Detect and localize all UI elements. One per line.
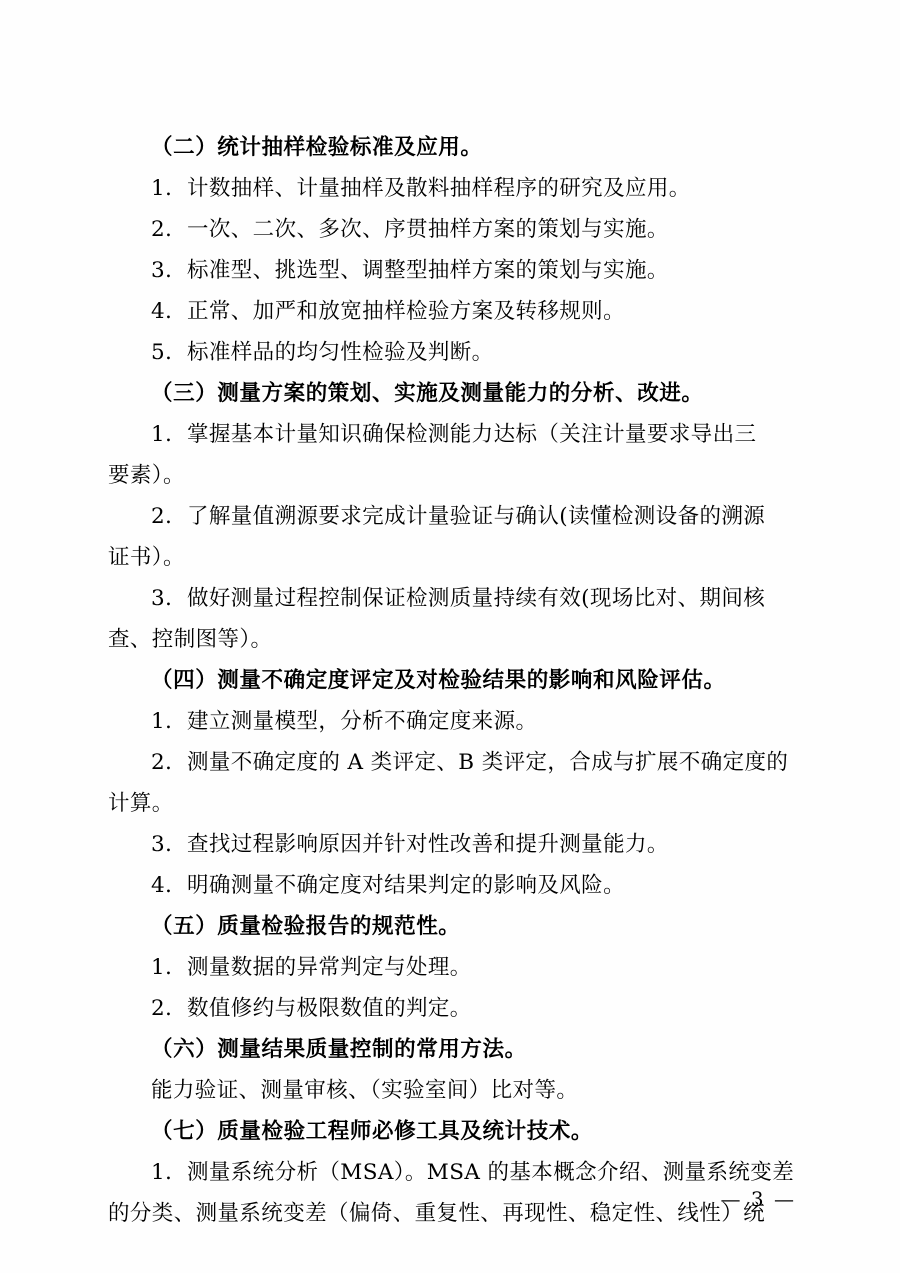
section-heading: （四）测量不确定度评定及对检验结果的影响和风险评估。 bbox=[151, 668, 726, 693]
list-item: 1．测量数据的异常判定与处理。 bbox=[151, 955, 472, 980]
list-item: 3．标准型、挑选型、调整型抽样方案的策划与实施。 bbox=[151, 258, 669, 283]
list-item: 3．查找过程影响原因并针对性改善和提升测量能力。 bbox=[151, 832, 669, 857]
page-number: — 3 — bbox=[720, 1187, 796, 1211]
list-item: 5．标准样品的均匀性检验及判断。 bbox=[151, 340, 494, 365]
section-heading: （七）质量检验工程师必修工具及统计技术。 bbox=[151, 1119, 594, 1144]
section-heading: （六）测量结果质量控制的常用方法。 bbox=[151, 1037, 527, 1062]
list-item-continuation: 证书）。 bbox=[108, 545, 185, 570]
list-item: 1．计数抽样、计量抽样及散料抽样程序的研究及应用。 bbox=[151, 176, 691, 201]
list-item: 4．明确测量不确定度对结果判定的影响及风险。 bbox=[151, 873, 625, 898]
list-item: 2．数值修约与极限数值的判定。 bbox=[151, 996, 472, 1021]
list-item-continuation: 计算。 bbox=[108, 791, 174, 816]
list-item-continuation: 要素）。 bbox=[108, 463, 185, 488]
list-item: 2．了解量值溯源要求完成计量验证与确认(读懂检测设备的溯源 bbox=[151, 504, 766, 529]
list-item-continuation: 的分类、测量系统变差（偏倚、重复性、再现性、稳定性、线性）统 bbox=[108, 1201, 766, 1226]
list-item: 4．正常、加严和放宽抽样检验方案及转移规则。 bbox=[151, 299, 625, 324]
list-item: 能力验证、测量审核、（实验室间）比对等。 bbox=[151, 1078, 579, 1103]
list-item: 3．做好测量过程控制保证检测质量持续有效(现场比对、期间核 bbox=[151, 586, 766, 611]
document-body bbox=[108, 128, 796, 1235]
list-item: 1．掌握基本计量知识确保检测能力达标（关注计量要求导出三 bbox=[151, 422, 757, 447]
list-item: 2．一次、二次、多次、序贯抽样方案的策划与实施。 bbox=[151, 217, 669, 242]
list-item: 1．测量系统分析（MSA）。MSA 的基本概念介绍、测量系统变差 bbox=[151, 1160, 795, 1185]
list-item: 2．测量不确定度的 A 类评定、B 类评定，合成与扩展不确定度的 bbox=[151, 750, 789, 775]
list-item-continuation: 查、控制图等）。 bbox=[108, 627, 273, 652]
list-item: 1．建立测量模型，分析不确定度来源。 bbox=[151, 709, 538, 734]
section-heading: （三）测量方案的策划、实施及测量能力的分析、改进。 bbox=[151, 381, 704, 406]
section-heading: （二）统计抽样检验标准及应用。 bbox=[151, 135, 483, 160]
section-heading: （五）质量检验报告的规范性。 bbox=[151, 914, 461, 939]
